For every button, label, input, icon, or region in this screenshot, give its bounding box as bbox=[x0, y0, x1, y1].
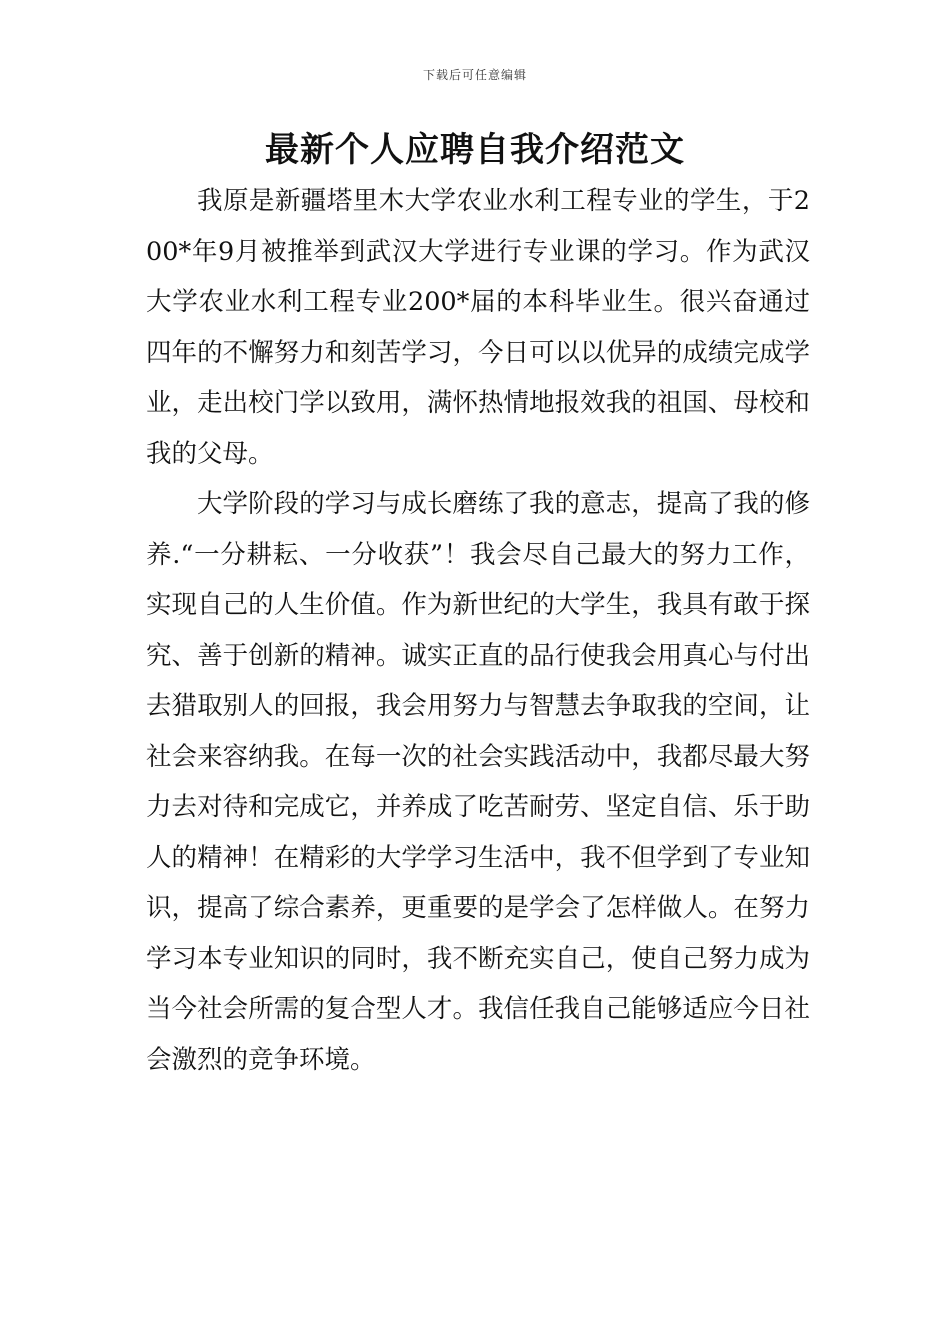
paragraph-1: 我原是新疆塔里木大学农业水利工程专业的学生，于200*年9月被推举到武汉大学进行专业课的学习。作为武汉大学农业水利工程专业200*届的本科毕业生。很兴奋通过四年的不懈努力和刻苦学习，今日可以以优异的成绩完成学业，走出校门学以致用，满怀热情地报效我的祖国、母校和我的父母。 bbox=[146, 186, 810, 469]
header-note: 下载后可任意编辑 bbox=[422, 68, 527, 82]
paragraph-2: 大学阶段的学习与成长磨练了我的意志，提高了我的修养.“一分耕耘、一分收获”！我会尽自己最大的努力工作，实现自己的人生价值。作为新世纪的大学生，我具有敢于探究、善于创新的精神。诚实正直的品行使我会用真心与付出去猎取别人的回报，我会用努力与智慧去争取我的空间，让社会来容纳我。在每一次的社会实践活动中，我都尽最大努力去对待和完成它，并养成了吃苦耐劳、坚定自信、乐于助人的精神！在精彩的大学学习生活中，我不但学到了专业知识，提高了综合素养，更重要的是学会了怎样做人。在努力学习本专业知识的同时，我不断充实自己，使自己努力成为当今社会所需的复合型人才。我信任我自己能够适应今日社会激烈的竞争环境。 bbox=[146, 489, 810, 1075]
document-body bbox=[146, 176, 810, 1085]
document-title: 最新个人应聘自我介绍范文 bbox=[265, 130, 685, 170]
